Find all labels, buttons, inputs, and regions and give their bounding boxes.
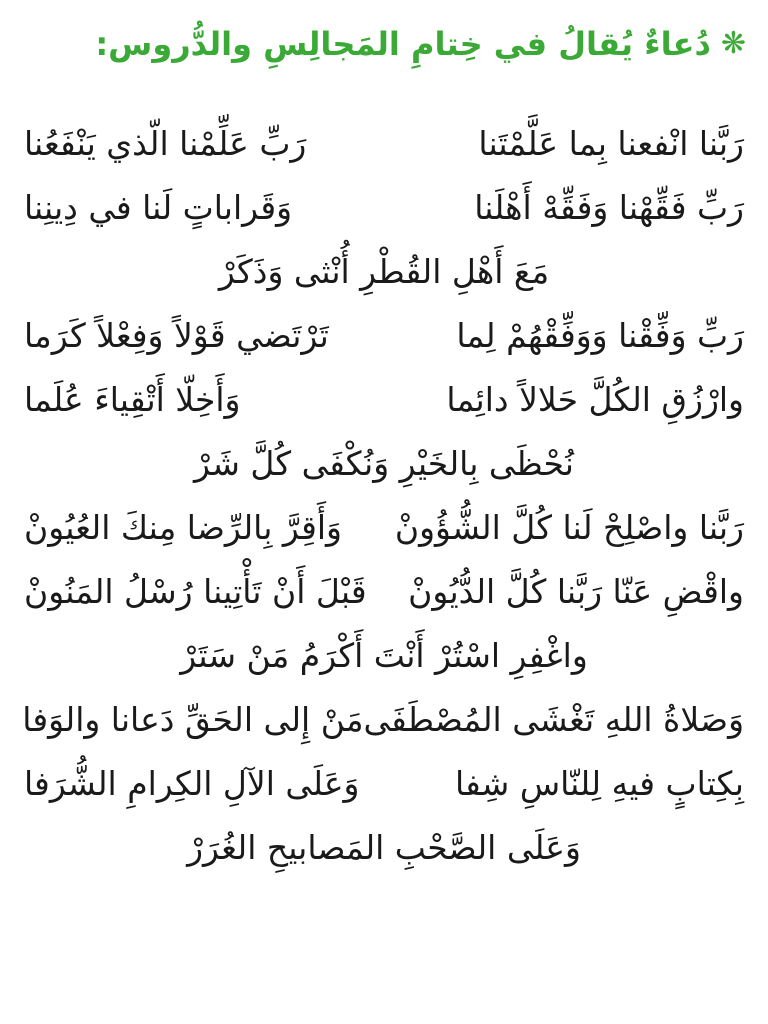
second-hemistich: وَقَراباتٍ لَنا في دِينِنا [24,188,293,227]
closing-verse: نُحْظَى بِالخَيْرِ وَنُكْفَى كُلَّ شَرْ [194,444,574,483]
closing-verse: واغْفِرِ اسْتُرْ أَنْتَ أَكْرَمُ مَنْ سَتَرْ [180,636,588,675]
heading-text: دُعاءٌ يُقالُ في خِتامِ المَجالِسِ والدُّروس: [95,25,711,63]
second-hemistich: وَعَلَى الآلِ الكِرامِ الشُّرَفا [24,764,360,803]
first-hemistich: رَبِّ وَفِّقْنا وَوَفِّقْهُمْ لِما [456,316,744,355]
poem-line [0,368,768,432]
second-hemistich: وَأَقِرَّ بِالرِّضا مِنكَ العُيُونْ [24,508,342,547]
second-hemistich: قَبْلَ أَنْ تَأْتِينا رُسْلُ المَنُونْ [24,572,367,611]
first-hemistich: وارْزُقِ الكُلَّ حَلالاً دائِما [446,380,744,419]
closing-verse: وَعَلَى الصَّحْبِ المَصابيحِ الغُرَرْ [187,828,581,867]
poem-line [0,112,768,176]
first-hemistich: واقْضِ عَنّا رَبَّنا كُلَّ الدُّيُونْ [408,572,744,611]
second-hemistich: وَأَخِلّا أَتْقِياءَ عُلَما [24,380,241,419]
first-hemistich: رَبِّ فَقِّهْنا وَفَقِّهْ أَهْلَنا [474,188,744,227]
second-hemistich: رَبِّ عَلِّمْنا الّذي يَنْفَعُنا [24,124,307,163]
poem-line [0,752,768,816]
poem-line [0,688,768,752]
first-hemistich: بِكِتابٍ فيهِ لِلنّاسِ شِفا [454,764,744,803]
heading [95,18,746,70]
star-icon: ❋ [720,26,746,61]
first-hemistich: رَبَّنا انْفعنا بِما عَلَّمْتَنا [478,124,744,163]
poem-line [0,176,768,240]
second-hemistich: مَنْ إِلى الحَقِّ دَعانا والوَفا [22,700,364,739]
poem-line [0,560,768,624]
poem-line [0,304,768,368]
poem [0,112,768,880]
second-hemistich: تَرْتَضي قَوْلاً وَفِعْلاً كَرَما [24,316,329,355]
poem-line [0,496,768,560]
first-hemistich: وَصَلاةُ اللهِ تَغْشَى المُصْطَفَى [363,700,744,739]
first-hemistich: رَبَّنا واصْلِحْ لَنا كُلَّ الشُّؤُونْ [394,508,744,547]
closing-verse: مَعَ أَهْلِ القُطْرِ أُنْثى وَذَكَرْ [218,252,550,291]
